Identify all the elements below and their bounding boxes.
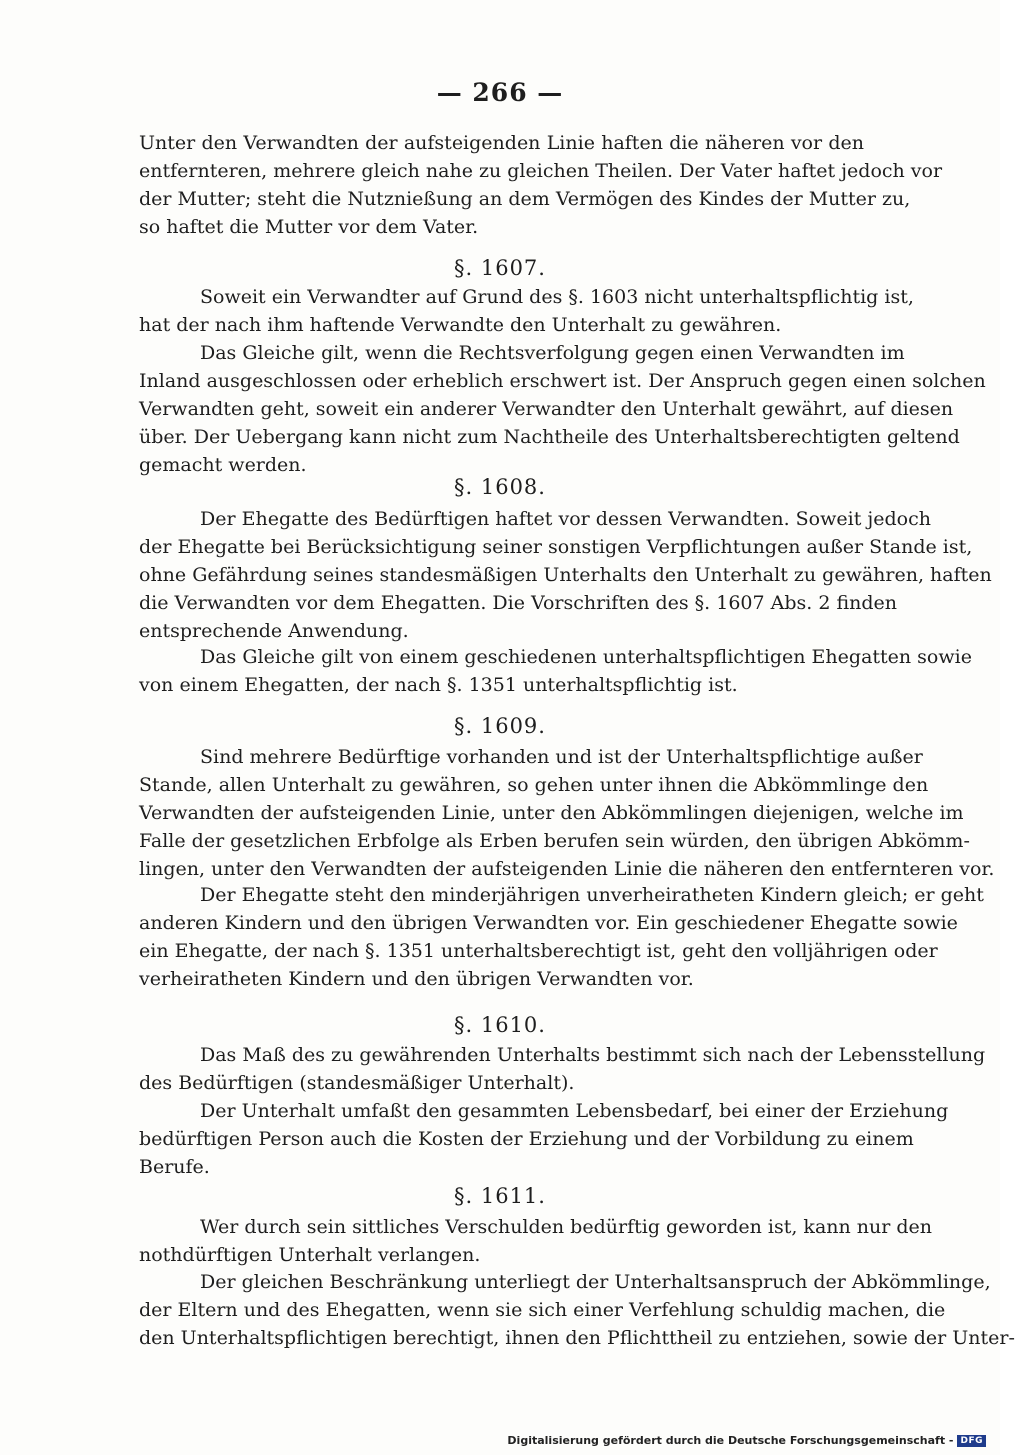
section-heading-1610: §. 1610. (454, 1013, 546, 1037)
text-line: Inland ausgeschlossen oder erheblich erschwert ist. Der Anspruch gegen einen solchen (139, 370, 986, 392)
text-line: verheiratheten Kindern und den übrigen Verwandten vor. (139, 968, 694, 990)
text-line: entfernteren, mehrere gleich nahe zu gleichen Theilen. Der Vater haftet jedoch vor (139, 160, 943, 182)
text-line: Verwandten der aufsteigenden Linie, unter den Abkömmlingen diejenigen, welche im (139, 802, 964, 824)
text-line: der Mutter; steht die Nutznießung an dem Vermögen des Kindes der Mutter zu, (139, 188, 911, 210)
text-line: ohne Gefährdung seines standesmäßigen Unterhalts den Unterhalt zu gewähren, haften (139, 564, 992, 586)
text-line: Unter den Verwandten der aufsteigenden Linie haften die näheren vor den (139, 132, 864, 154)
text-line: Sind mehrere Bedürftige vorhanden und ist der Unterhaltspflichtige außer (200, 746, 923, 768)
text-line: Wer durch sein sittliches Verschulden bedürftig geworden ist, kann nur den (200, 1216, 933, 1238)
text-line: nothdürftigen Unterhalt verlangen. (139, 1244, 481, 1266)
dfg-logo: DFG (957, 1435, 986, 1447)
text-line: lingen, unter den Verwandten der aufsteigenden Linie die näheren den entfernteren vor. (139, 858, 995, 880)
text-line: des Bedürftigen (standesmäßiger Unterhalt). (139, 1072, 575, 1094)
text-line: Das Maß des zu gewährenden Unterhalts bestimmt sich nach der Lebensstellung (200, 1044, 986, 1066)
text-line: den Unterhaltspflichtigen berechtigt, ihnen den Pflichttheil zu entziehen, sowie der Unter- (139, 1327, 1015, 1349)
text-line: so haftet die Mutter vor dem Vater. (139, 216, 479, 238)
text-line: Der gleichen Beschränkung unterliegt der Unterhaltsanspruch der Abkömmlinge, (200, 1271, 991, 1293)
text-line: Der Ehegatte des Bedürftigen haftet vor dessen Verwandten. Soweit jedoch (200, 508, 931, 530)
text-line: anderen Kindern und den übrigen Verwandten vor. Ein geschiedener Ehegatte sowie (139, 912, 958, 934)
text-line: Der Unterhalt umfaßt den gesammten Lebensbedarf, bei einer der Erziehung (200, 1100, 949, 1122)
section-heading-1608: §. 1608. (454, 475, 546, 499)
section-heading-1611: §. 1611. (454, 1184, 546, 1208)
text-line: entsprechende Anwendung. (139, 620, 409, 642)
section-heading-1609: §. 1609. (454, 714, 546, 738)
credit-text: Digitalisierung gefördert durch die Deutsche Forschungsgemeinschaft - (507, 1434, 954, 1447)
text-line: Verwandten geht, soweit ein anderer Verwandter den Unterhalt gewährt, auf diesen (139, 398, 954, 420)
text-line: von einem Ehegatten, der nach §. 1351 unterhaltspflichtig ist. (139, 674, 738, 696)
page-number: — 266 — (436, 78, 564, 107)
text-line: der Ehegatte bei Berücksichtigung seiner sonstigen Verpflichtungen außer Stande ist, (139, 536, 973, 558)
text-line: die Verwandten vor dem Ehegatten. Die Vorschriften des §. 1607 Abs. 2 finden (139, 592, 898, 614)
text-line: ein Ehegatte, der nach §. 1351 unterhaltsberechtigt ist, geht den volljährigen oder (139, 940, 938, 962)
section-heading-1607: §. 1607. (454, 256, 546, 280)
text-line: Das Gleiche gilt, wenn die Rechtsverfolgung gegen einen Verwandten im (200, 342, 905, 364)
text-line: Der Ehegatte steht den minderjährigen unverheiratheten Kindern gleich; er geht (200, 884, 984, 906)
text-line: Stande, allen Unterhalt zu gewähren, so gehen unter ihnen die Abkömmlinge den (139, 774, 929, 796)
text-line: gemacht werden. (139, 454, 307, 476)
text-line: Berufe. (139, 1156, 210, 1178)
text-line: Das Gleiche gilt von einem geschiedenen unterhaltspflichtigen Ehegatten sowie (200, 646, 972, 668)
text-line: Falle der gesetzlichen Erbfolge als Erben berufen sein würden, den übrigen Abkömm- (139, 830, 970, 852)
digitization-credit (507, 1434, 986, 1447)
text-line: über. Der Uebergang kann nicht zum Nachtheile des Unterhaltsberechtigten geltend (139, 426, 960, 448)
text-line: Soweit ein Verwandter auf Grund des §. 1603 nicht unterhaltspflichtig ist, (200, 286, 914, 308)
text-line: bedürftigen Person auch die Kosten der Erziehung und der Vorbildung zu einem (139, 1128, 914, 1150)
text-line: hat der nach ihm haftende Verwandte den Unterhalt zu gewähren. (139, 314, 782, 336)
text-line: der Eltern und des Ehegatten, wenn sie sich einer Verfehlung schuldig machen, die (139, 1299, 946, 1321)
